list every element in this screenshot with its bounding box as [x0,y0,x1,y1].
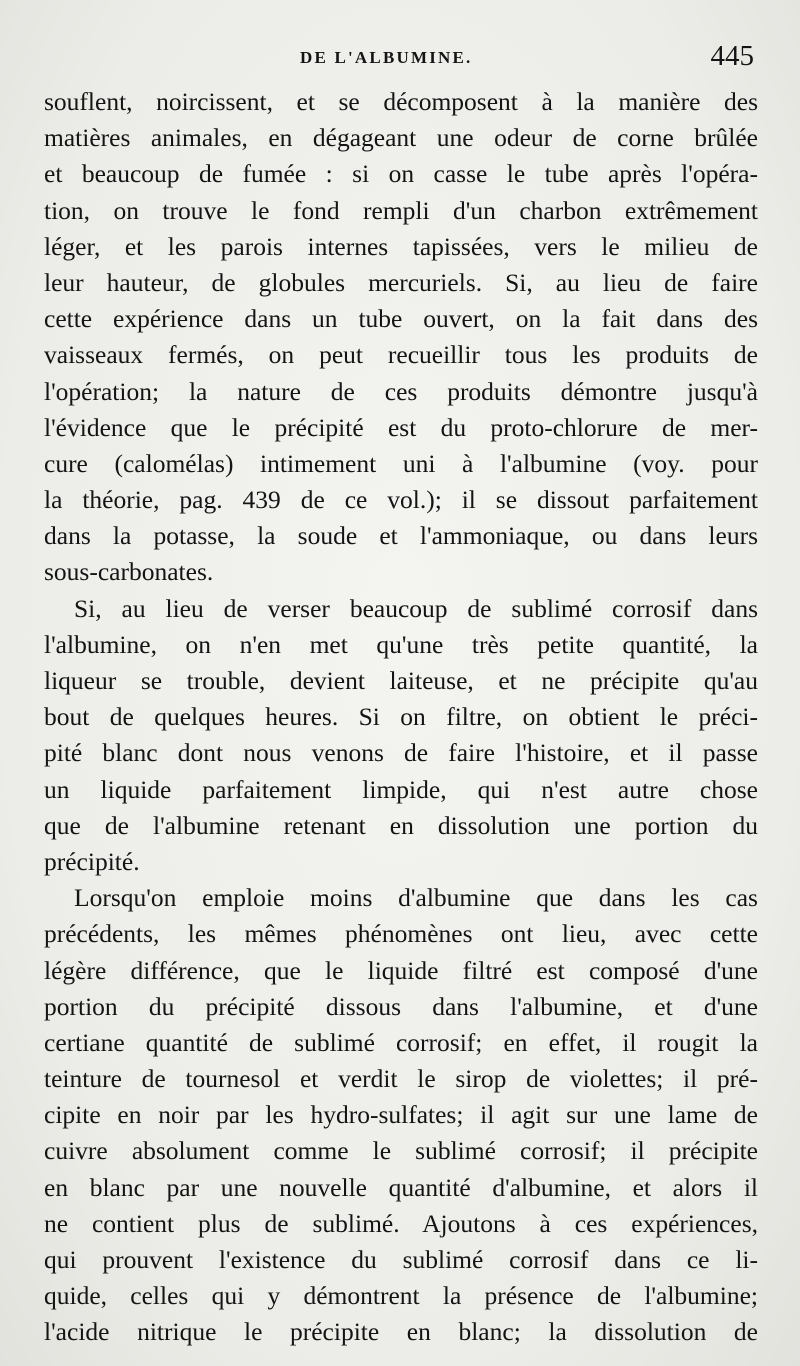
text-line: bout de quelques heures. Si on filtre, on obtient le préci- [44,702,758,732]
paragraph-end-line: sous-carbonates. [44,557,214,587]
text-line: cuivre absolument comme le sublimé corrosif; il précipite [44,1136,758,1166]
text-line: un liquide parfaitement limpide, qui n'est autre chose [44,774,758,804]
running-title: DE L'ALBUMINE. [300,48,473,67]
text-line: cipite en noir par les hydro-sulfates; il agit sur une lame de [44,1100,758,1130]
text-line: l'albumine, on n'en met qu'une très petite quantité, la [44,629,758,659]
text-line: léger, et les parois internes tapissées, vers le milieu de [44,231,758,261]
text-line: en blanc par une nouvelle quantité d'albumine, et alors il [44,1172,758,1202]
text-line: souflent, noircissent, et se décomposent à la manière des [44,87,758,116]
text-line: que de l'albumine retenant en dissolution une portion du [44,810,758,840]
paragraph-end-line: précipité. [44,846,140,876]
text-line: l'acide nitrique le précipite en blanc; la dissolution de [44,1317,758,1347]
text-line: liqueur se trouble, devient laiteuse, et ne précipite qu'au [44,666,758,695]
text-line: certiane quantité de sublimé corrosif; en effet, il rougit la [44,1027,758,1057]
text-line: l'opération; la nature de ces produits démontre jusqu'à [44,376,758,406]
text-line: qui prouvent l'existence du sublimé corrosif dans ce li- [44,1245,758,1274]
text-line: cure (calomélas) intimement uni à l'albumine (voy. pour [44,448,758,478]
text-line: précédents, les mêmes phénomènes ont lieu, avec cette [44,919,758,949]
text-line: matières animales, en dégageant une odeur de corne brûlée [44,123,758,153]
text-line: quide, celles qui y démontrent la présence de l'albumine; [44,1281,758,1311]
text-line: portion du précipité dissous dans l'albumine, et d'une [44,991,758,1021]
text-line: vaisseaux fermés, on peut recueillir tous les produits de [44,340,758,370]
paragraph-start-line: Si, au lieu de verser beaucoup de sublimé corrosif dans [74,593,758,623]
paragraph-start-line: Lorsqu'on emploie moins d'albumine que dans les cas [74,883,758,913]
text-line: leur hauteur, de globules mercuriels. Si, au lieu de faire [44,267,758,297]
text-line: tion, on trouve le fond rempli d'un charbon extrêmement [44,195,758,225]
text-line: cette expérience dans un tube ouvert, on la fait dans des [44,304,758,334]
text-line: dans la potasse, la soude et l'ammoniaque, ou dans leurs [44,521,758,551]
text-line: l'évidence que le précipité est du proto-chlorure de mer- [44,412,758,442]
text-line: la théorie, pag. 439 de ce vol.); il se dissout parfaitement [44,485,758,515]
text-line: ne contient plus de sublimé. Ajoutons à ces expériences, [44,1208,758,1238]
page-number: 445 [710,40,754,72]
running-header [0,40,800,72]
text-line: légère différence, que le liquide filtré est composé d'une [44,955,758,985]
text-line: pité blanc dont nous venons de faire l'histoire, et il passe [44,738,758,768]
body-text [44,84,758,1351]
text-line: teinture de tournesol et verdit le sirop de violettes; il pré- [44,1064,758,1094]
text-line: et beaucoup de fumée : si on casse le tube après l'opéra- [44,159,758,189]
